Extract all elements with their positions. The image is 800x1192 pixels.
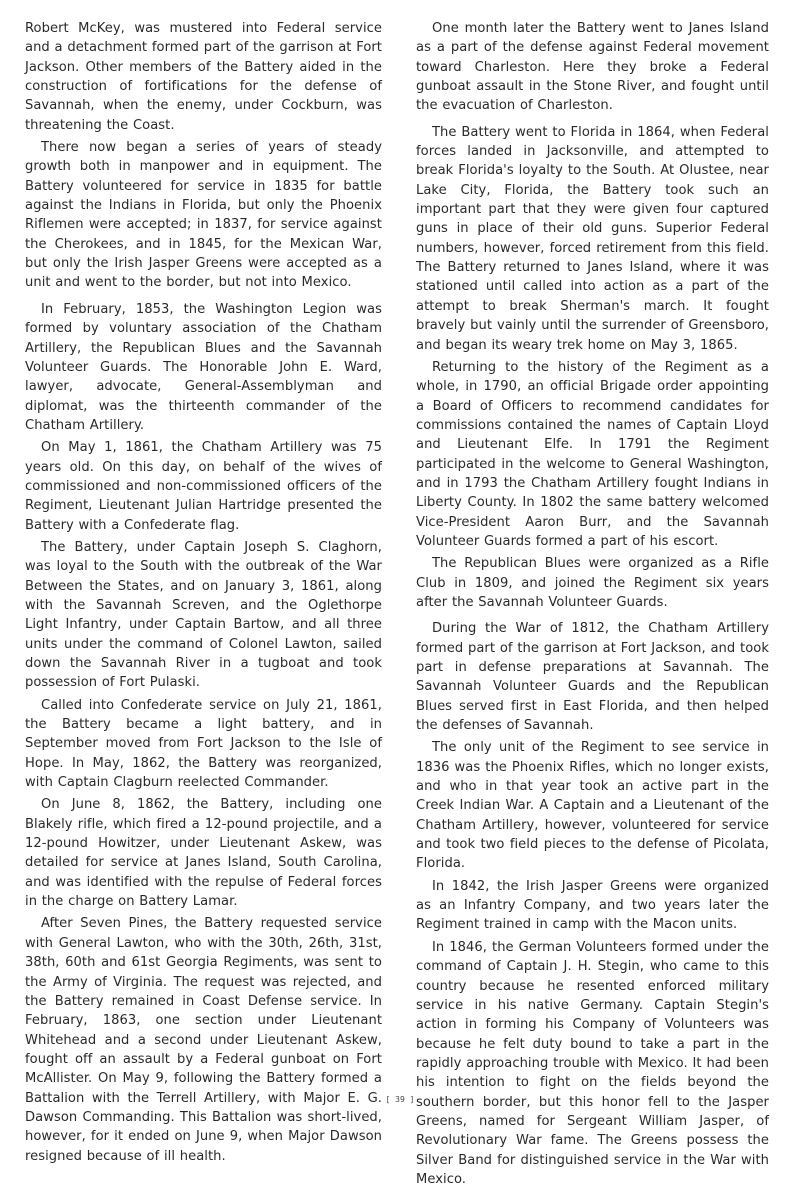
paragraph: The Republican Blues were organized as a Rifle Club in 1809, and joined the Regiment six years after the Savannah Volunteer Guards. xyxy=(416,556,769,610)
paragraph: One month later the Battery went to Janes Island as a part of the defense against Federal movement toward Charleston. Here they broke a Federal gunboat assault in the Stone River, and fought until the evacuation of Charleston. xyxy=(416,21,769,114)
right-column xyxy=(416,19,769,1192)
paragraph: There now began a series of years of steady growth both in manpower and in equipment. The Battery volunteered for service in 1835 for battle against the Indians in Florida, but only the Phoenix Riflemen were accepted; in 1837, for service against the Cherokees, and in 1845, for the Mexican War, but only the Irish Jasper Greens were accepted as a unit and went to the border, but not into Mexico. xyxy=(25,140,382,291)
paragraph: Called into Confederate service on July 21, 1861, the Battery became a light battery, and in September moved from Fort Jackson to the Isle of Hope. In May, 1862, the Battery was reorganized, with Captain Clagburn reelected Commander. xyxy=(25,697,382,791)
paragraph: After Seven Pines, the Battery requested service with General Lawton, who with the 30th, 26th, 31st, 38th, 60th and 61st Georgia Regiments, was sent to the Army of Virginia. The request was rejected, and the Battery remained in Coast Defense service. In February, 1863, one section under Lieutenant Whitehead and a second under Lieutenant Askew, fought off an assault by a Federal gunboat on Fort McAllister. On May 9, following the Battery formed a Battalion with the Terrell Artillery, with Major E. G. Dawson Commanding. This Battalion was short-lived, however, for it ended on June 9, when Major Dawson resigned because of ill health. xyxy=(25,916,382,1164)
paragraph: Returning to the history of the Regiment as a whole, in 1790, an official Brigade order appointing a Board of Officers to recommend candidates for commissions contained the names of Captain Lloyd and Lieutenant Elfe. In 1791 the Regiment participated in the welcome to General Washington, and in 1793 the Chatham Artillery fought Indians in Liberty County. In 1802 the same battery welcomed Vice-President Aaron Burr, and the Savannah Volunteer Guards formed a part of his escort. xyxy=(416,359,769,549)
paragraph: On June 8, 1862, the Battery, including one Blakely rifle, which fired a 12-pound projectile, and a 12-pound Howitzer, under Lieutenant Askew, was detailed for service at Janes Island, South Carolina, and was identified with the repulse of Federal forces in the charge on Battery Lamar. xyxy=(25,797,382,910)
paragraph: In 1846, the German Volunteers formed under the command of Captain J. H. Stegin, who came to this country because he resented enforced military service in his native Germany. Captain Stegin's action in forming his Company of Volunteers was because he felt duty bound to take a part in the rapidly approaching trouble with Mexico. It had been his intention to fight on the fields beyond the southern border, but this honor fell to the Jasper Greens, named for Sergeant William Jasper, of Revolutionary War fame. The Greens possess the Silver Band for distinguished service in the War with Mexico. xyxy=(416,939,769,1187)
paragraph: The Battery went to Florida in 1864, when Federal forces landed in Jacksonville, and attempted to break Florida's loyalty to the South. At Olustee, near Lake City, Florida, the Battery took such an important part that they were given four captured guns in place of their old guns. Superior Federal numbers, however, forced retirement from this field. The Battery returned to Janes Island, where it was stationed until called into action as a part of the attempt to break Sherman's march. It fought bravely but vainly until the surrender of Greensboro, and began its weary trek home on May 3, 1865. xyxy=(416,124,769,353)
paragraph: On May 1, 1861, the Chatham Artillery was 75 years old. On this day, on behalf of the wives of commissioned and non-commissioned officers of the Regiment, Lieutenant Julian Hartridge presented the Battery with a Confederate flag. xyxy=(25,440,382,533)
paragraph: During the War of 1812, the Chatham Artillery formed part of the garrison at Fort Jackson, and took part in defense preparations at Savannah. The Savannah Volunteer Guards and the Republican Blues served first in East Florida, and then helped the defenses of Savannah. xyxy=(416,621,769,734)
left-column xyxy=(25,19,382,1169)
paragraph: In 1842, the Irish Jasper Greens were organized as an Infantry Company, and two years later the Regiment trained in camp with the Macon units. xyxy=(416,878,769,933)
paragraph: In February, 1853, the Washington Legion was formed by voluntary association of the Chatham Artillery, the Republican Blues and the Savannah Volunteer Guards. The Honorable John E. Ward, lawyer, advocate, General-Assemblyman and diplomat, was the thirteenth commander of the Chatham Artillery. xyxy=(25,301,382,433)
paragraph: The Battery, under Captain Joseph S. Claghorn, was loyal to the South with the outbreak of the War Between the States, and on January 3, 1861, along with the Savannah Screven, and the Oglethorpe Light Infantry, under Captain Bartow, and all three units under the command of Colonel Lawton, sailed down the Savannah River in a tugboat and took possession of Fort Pulaski. xyxy=(25,539,382,691)
paragraph: Robert McKey, was mustered into Federal service and a detachment formed part of the garrison at Fort Jackson. Other members of the Battery aided in the construction of fortifications for the defense of Savannah, when the enemy, under Cockburn, was threatening the Coast. xyxy=(25,21,382,133)
paragraph: The only unit of the Regiment to see service in 1836 was the Phoenix Rifles, which no longer exists, and who in that year took an active part in the Creek Indian War. A Captain and a Lieutenant of the Chatham Artillery, however, volunteered for service and took two field pieces to the defense of Picolata, Florida. xyxy=(416,740,769,872)
page-number: [ 39 ] xyxy=(385,1095,415,1104)
